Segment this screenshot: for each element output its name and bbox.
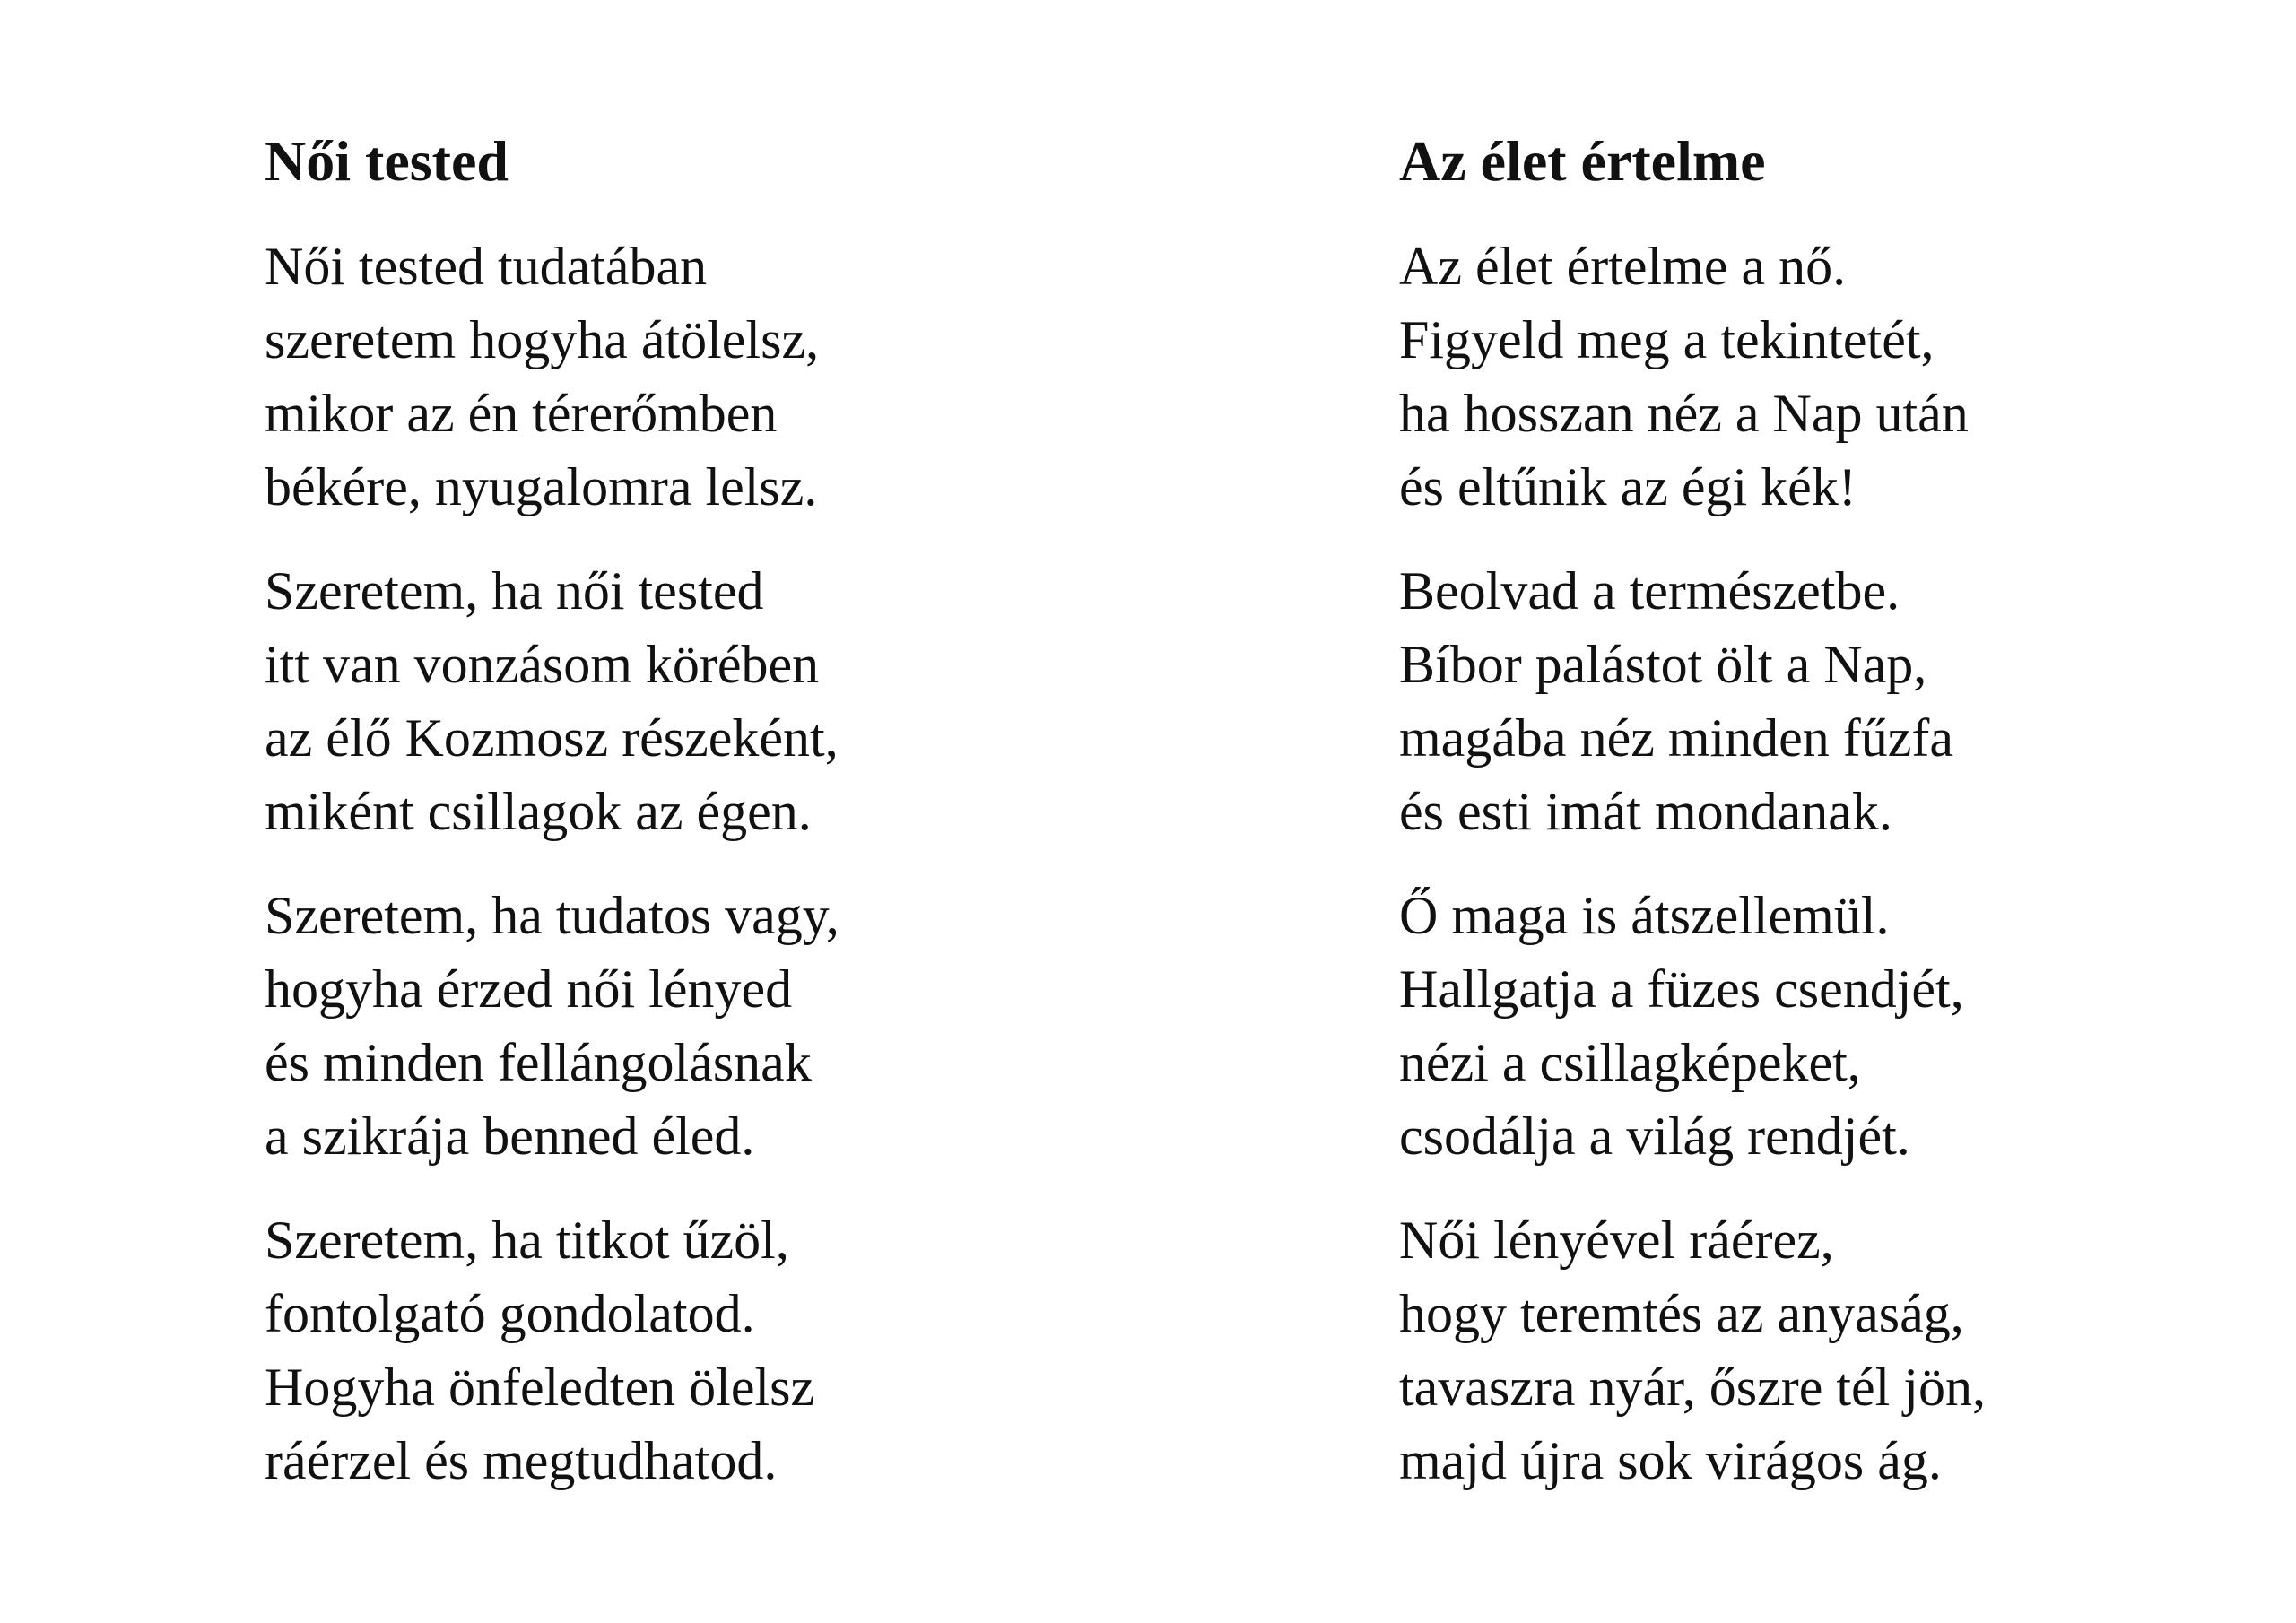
stanza — [1399, 230, 2260, 524]
poem-line: és minden fellángolásnak — [265, 1033, 812, 1092]
stanza — [1399, 879, 2260, 1173]
poem-line: békére, nyugalomra lelsz. — [265, 457, 818, 516]
stanza — [265, 1203, 1251, 1497]
poem-line: nézi a csillagképeket, — [1399, 1033, 1861, 1092]
stanza — [1399, 554, 2260, 848]
poem-line: Ő maga is átszellemül. — [1399, 886, 1890, 945]
poem-line: itt van vonzásom körében — [265, 635, 820, 694]
poem-line: csodálja a világ rendjét. — [1399, 1107, 1910, 1166]
poem-line: Beolvad a természetbe. — [1399, 561, 1900, 621]
poem-left — [265, 126, 1251, 1528]
poem-line: Hallgatja a füzes csendjét, — [1399, 959, 1964, 1019]
poem-line: a szikrája benned éled. — [265, 1107, 755, 1166]
poem-title: Az élet értelme — [1399, 129, 1766, 193]
poem-line: az élő Kozmosz részeként, — [265, 708, 839, 768]
poem-line: hogyha érzed női lényed — [265, 959, 793, 1019]
stanza — [265, 879, 1251, 1173]
poem-line: ha hosszan néz a Nap után — [1399, 384, 1969, 443]
poem-line: mikor az én térerőmben — [265, 384, 778, 443]
poem-line: hogy teremtés az anyaság, — [1399, 1284, 1964, 1343]
poem-line: tavaszra nyár, őszre tél jön, — [1399, 1358, 1986, 1417]
poem-line: Szeretem, ha tudatos vagy, — [265, 886, 839, 945]
poem-line: Az élet értelme a nő. — [1399, 237, 1847, 296]
poem-line: Női lényével ráérez, — [1399, 1211, 1834, 1270]
poem-line: magába néz minden fűzfa — [1399, 708, 1954, 768]
poem-line: fontolgató gondolatod. — [265, 1284, 755, 1343]
poem-line: Bíbor palástot ölt a Nap, — [1399, 635, 1927, 694]
poem-line: Figyeld meg a tekintetét, — [1399, 310, 1935, 369]
poem-line: szeretem hogyha átölelsz, — [265, 310, 820, 369]
stanza — [265, 554, 1251, 848]
poem-line: Hogyha önfeledten ölelsz — [265, 1358, 815, 1417]
poem-line: miként csillagok az égen. — [265, 782, 812, 841]
poem-line: Női tested tudatában — [265, 237, 708, 296]
poem-title: Női tested — [265, 129, 509, 193]
stanza — [1399, 1203, 2260, 1497]
poem-line: és esti imát mondanak. — [1399, 782, 1892, 841]
poem-line: ráérzel és megtudhatod. — [265, 1431, 778, 1490]
poem-right — [1399, 126, 2260, 1528]
poem-line: Szeretem, ha titkot űzöl, — [265, 1211, 789, 1270]
poem-line: Szeretem, ha női tested — [265, 561, 764, 621]
poem-line: és eltűnik az égi kék! — [1399, 457, 1857, 516]
stanza — [265, 230, 1251, 524]
poem-line: majd újra sok virágos ág. — [1399, 1431, 1942, 1490]
